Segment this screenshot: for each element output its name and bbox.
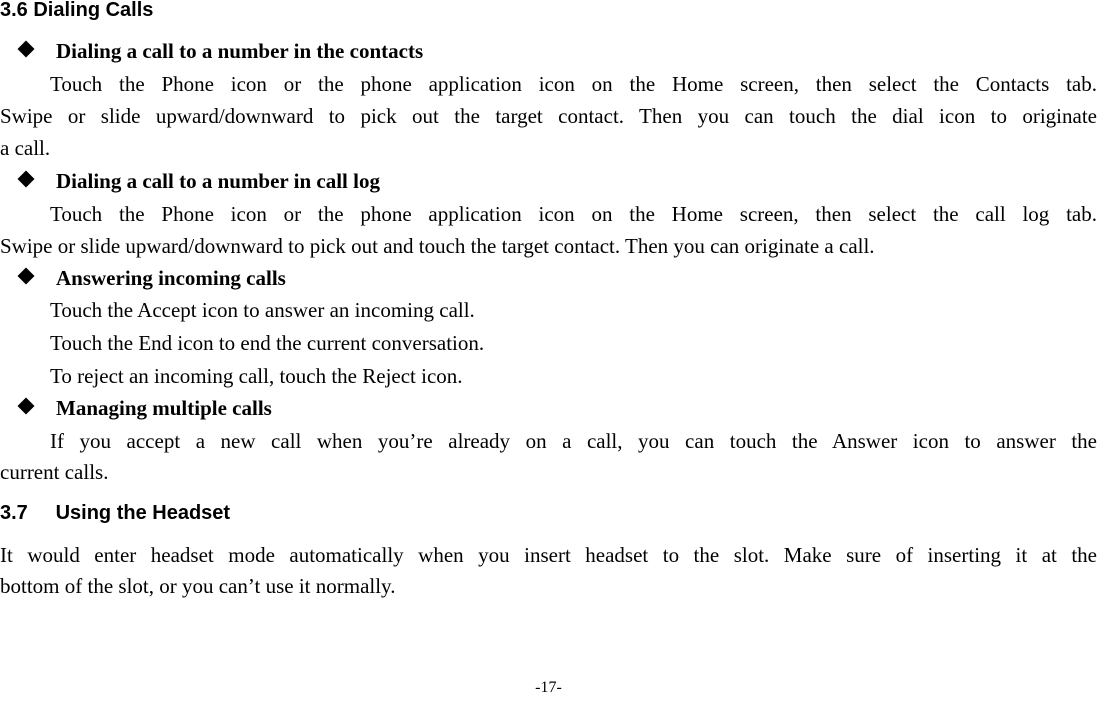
bullet-title-incoming: Answering incoming calls: [56, 266, 286, 290]
paragraph-line: Swipe or slide upward/downward to pick out and touch the target contact. Then you can originate a call.: [0, 234, 875, 258]
paragraph-line: Touch the Phone icon or the phone application icon on the Home screen, then select the call log tab.: [50, 202, 1097, 226]
paragraph-line: It would enter headset mode automatically when you insert headset to the slot. Make sure of inserting it at the: [0, 543, 1097, 567]
diamond-bullet-icon: [18, 398, 35, 415]
diamond-bullet-icon: [18, 268, 35, 285]
paragraph-line: Touch the End icon to end the current conversation.: [50, 331, 485, 355]
page-number: -17-: [535, 679, 562, 696]
bullet-title-contacts: Dialing a call to a number in the contacts: [56, 39, 424, 63]
bullet-title-multiple: Managing multiple calls: [56, 396, 272, 420]
paragraph-line: current calls.: [0, 460, 109, 484]
diamond-bullet-icon: [18, 41, 35, 58]
section-heading-3-7: 3.7 Using the Headset: [0, 502, 231, 524]
paragraph-line: If you accept a new call when you’re already on a call, you can touch the Answer icon to answer the: [50, 429, 1097, 453]
section-heading-3-6: 3.6 Dialing Calls: [0, 0, 154, 21]
paragraph-line: bottom of the slot, or you can’t use it normally.: [0, 574, 396, 598]
paragraph-line: Touch the Phone icon or the phone application icon on the Home screen, then select the Contacts tab.: [50, 72, 1097, 96]
paragraph-line: Touch the Accept icon to answer an incoming call.: [50, 298, 475, 322]
paragraph-line: a call.: [0, 136, 51, 160]
paragraph-line: To reject an incoming call, touch the Reject icon.: [50, 364, 463, 388]
paragraph-line: Swipe or slide upward/downward to pick out the target contact. Then you can touch the dial icon to originate: [0, 104, 1097, 128]
bullet-multiple: [20, 392, 272, 424]
bullet-contacts: [20, 35, 423, 67]
diamond-bullet-icon: [18, 171, 35, 188]
bullet-call-log: [20, 165, 380, 197]
bullet-incoming: [20, 262, 286, 294]
bullet-title-call-log: Dialing a call to a number in call log: [56, 169, 380, 193]
